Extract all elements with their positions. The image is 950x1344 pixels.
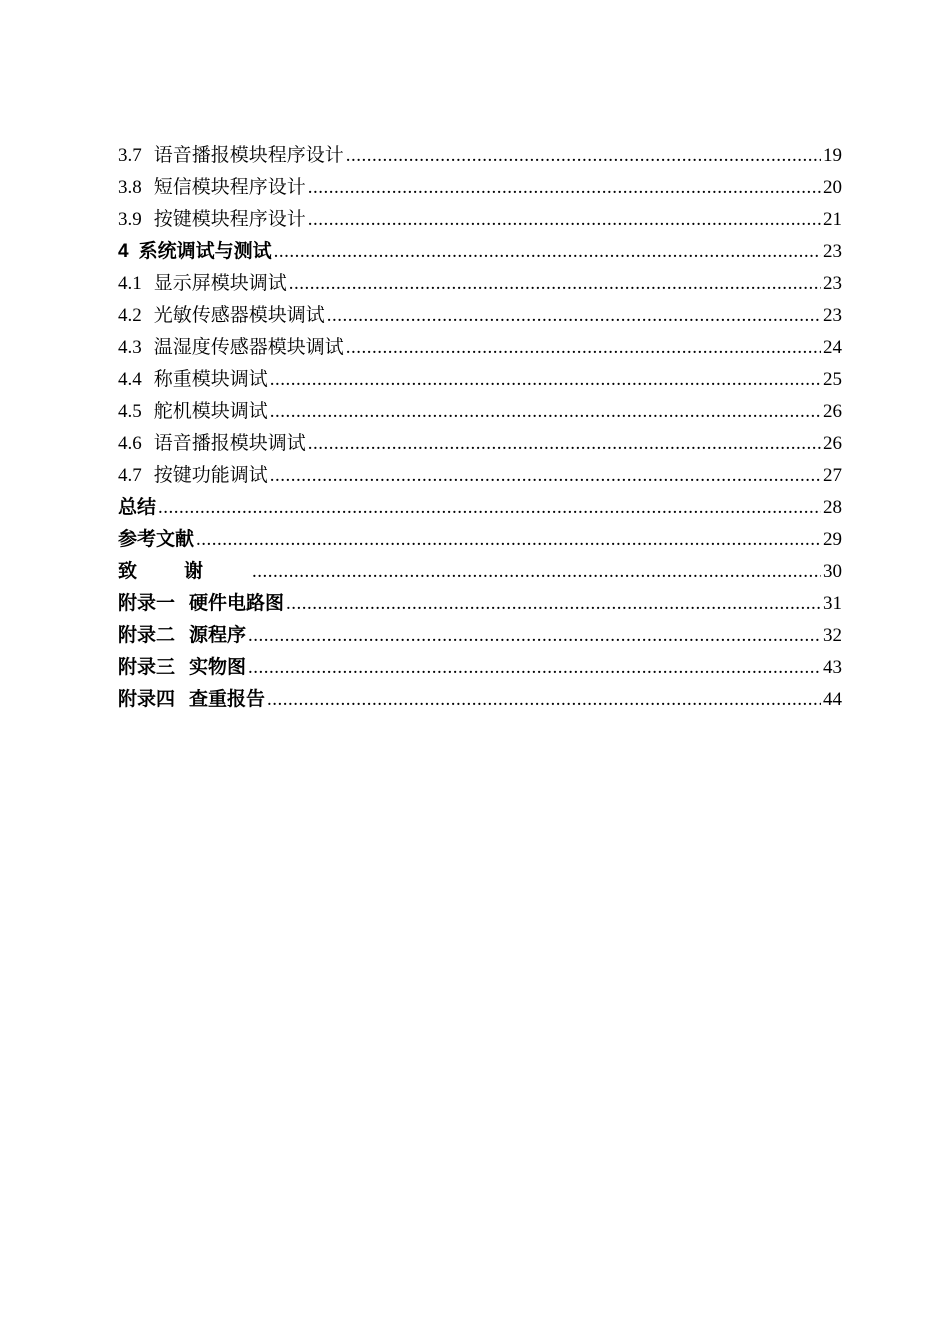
toc-entry-appendix[interactable] (118, 683, 842, 715)
toc-entry-number: 附录四 (118, 689, 176, 710)
toc-entry-title: 舵机模块调试 (153, 400, 268, 422)
toc-entry-number: 4.1 (118, 273, 142, 294)
toc-entry[interactable] (118, 171, 842, 203)
toc-entry[interactable] (118, 299, 842, 331)
toc-entry[interactable] (118, 459, 842, 491)
toc-leader-dots (270, 364, 821, 396)
toc-entry-references[interactable] (118, 523, 842, 555)
toc-entry-page: 24 (823, 337, 842, 358)
toc-entry-page: 30 (823, 561, 842, 582)
toc-entry-title: 参考文献 (118, 528, 195, 550)
toc-entry[interactable] (118, 363, 842, 395)
toc-entry-title: 称重模块调试 (153, 368, 268, 390)
toc-leader-dots (289, 268, 821, 300)
toc-entry-page: 26 (823, 433, 842, 454)
toc-entry-page: 21 (823, 209, 842, 230)
toc-entry-page: 32 (823, 625, 842, 646)
toc-entry-title: 显示屏模块调试 (153, 272, 287, 294)
toc-entry-title: 短信模块程序设计 (153, 176, 306, 198)
toc-leader-dots (270, 396, 821, 428)
toc-entry-title: 致谢 (118, 560, 251, 582)
toc-entry[interactable] (118, 331, 842, 363)
toc-entry-title: 总结 (118, 496, 157, 518)
toc-leader-dots (248, 620, 821, 652)
toc-leader-dots (267, 684, 821, 716)
toc-entry-title: 实物图 (189, 656, 247, 678)
toc-entry-page: 25 (823, 369, 842, 390)
toc-entry-page: 23 (823, 273, 842, 294)
toc-entry-chapter[interactable] (118, 235, 842, 267)
toc-leader-dots (308, 428, 821, 460)
toc-entry-page: 29 (823, 529, 842, 550)
toc-entry-number: 3.9 (118, 209, 142, 230)
toc-entry-page: 44 (823, 689, 842, 710)
toc-leader-dots (248, 652, 821, 684)
toc-leader-dots (327, 300, 821, 332)
toc-entry-number: 4.6 (118, 433, 142, 454)
toc-leader-dots (346, 140, 821, 172)
toc-entry-title: 光敏传感器模块调试 (153, 304, 325, 326)
toc-leader-dots (286, 588, 821, 620)
toc-entry-page: 26 (823, 401, 842, 422)
toc-entry-summary[interactable] (118, 491, 842, 523)
toc-leader-dots (270, 460, 821, 492)
toc-entry[interactable] (118, 139, 842, 171)
toc-entry-number: 4.2 (118, 305, 142, 326)
toc-leader-dots (196, 524, 821, 556)
toc-entry-title: 语音播报模块调试 (153, 432, 306, 454)
toc-entry-title: 系统调试与测试 (138, 240, 272, 262)
toc-entry-title: 查重报告 (189, 688, 266, 710)
toc-entry-page: 23 (823, 241, 842, 262)
toc-entry-number: 附录一 (118, 593, 176, 614)
toc-leader-dots (308, 204, 821, 236)
toc-entry-appendix[interactable] (118, 587, 842, 619)
toc-leader-dots (308, 172, 821, 204)
toc-entry-appendix[interactable] (118, 651, 842, 683)
toc-entry-number: 4.5 (118, 401, 142, 422)
toc-entry-page: 20 (823, 177, 842, 198)
table-of-contents (118, 139, 842, 715)
toc-entry-title: 硬件电路图 (189, 592, 285, 614)
toc-entry-title: 源程序 (189, 624, 247, 646)
toc-leader-dots (158, 492, 821, 524)
toc-entry-page: 19 (823, 145, 842, 166)
toc-leader-dots (252, 556, 821, 588)
toc-entry-page: 27 (823, 465, 842, 486)
toc-entry-page: 43 (823, 657, 842, 678)
toc-entry-number: 附录三 (118, 657, 176, 678)
toc-entry-title: 按键模块程序设计 (153, 208, 306, 230)
toc-entry-page: 31 (823, 593, 842, 614)
toc-leader-dots (274, 236, 821, 268)
toc-entry-number: 3.8 (118, 177, 142, 198)
toc-entry-page: 23 (823, 305, 842, 326)
toc-entry-number: 4.3 (118, 337, 142, 358)
toc-entry-title: 按键功能调试 (153, 464, 268, 486)
toc-entry-page: 28 (823, 497, 842, 518)
toc-entry[interactable] (118, 267, 842, 299)
toc-entry[interactable] (118, 395, 842, 427)
toc-entry-number: 4 (118, 241, 129, 262)
toc-entry-acknowledgements[interactable] (118, 555, 842, 587)
toc-leader-dots (346, 332, 821, 364)
toc-entry[interactable] (118, 203, 842, 235)
toc-entry-number: 4.7 (118, 465, 142, 486)
toc-entry-number: 附录二 (118, 625, 176, 646)
toc-entry-number: 4.4 (118, 369, 142, 390)
toc-entry[interactable] (118, 427, 842, 459)
toc-entry-title: 语音播报模块程序设计 (153, 144, 344, 166)
toc-entry-title: 温湿度传感器模块调试 (153, 336, 344, 358)
toc-entry-number: 3.7 (118, 145, 142, 166)
toc-entry-appendix[interactable] (118, 619, 842, 651)
